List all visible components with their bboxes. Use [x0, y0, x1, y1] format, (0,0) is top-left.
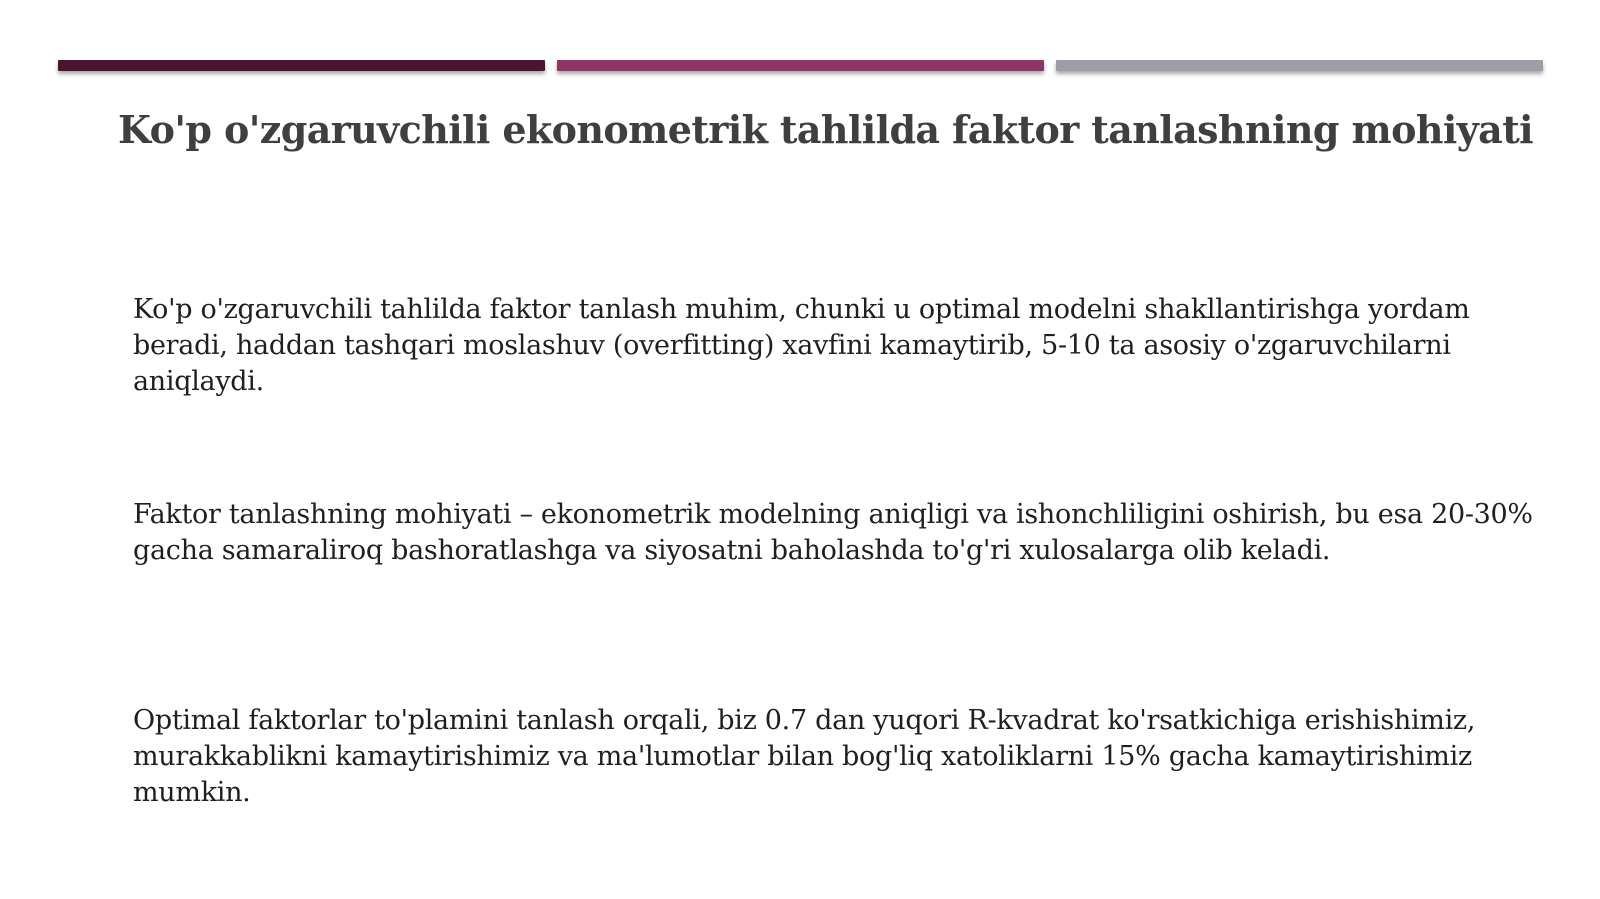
accent-bar-gray: [1056, 60, 1543, 71]
accent-bar-magenta: [557, 60, 1044, 71]
body-paragraph-2: Faktor tanlashning mohiyati – ekonometrik modelning aniqligi va ishonchliligini oshirish, bu esa 20-30% gacha samaraliroq bashoratlashga va siyosatni baholashda to'g'ri xulosalarga olib keladi.: [133, 499, 1533, 566]
body-paragraph-1: Ko'p o'zgaruvchili tahlilda faktor tanlash muhim, chunki u optimal modelni shakllantirishga yordam beradi, haddan tashqari moslashuv (overfitting) xavfini kamaytirib, 5-10 ta asosiy o'zgaruvchilarni aniqlaydi.: [133, 294, 1470, 397]
body-paragraph-3: Optimal faktorlar to'plamini tanlash orqali, biz 0.7 dan yuqori R-kvadrat ko'rsatkichiga erishishimiz, murakkablikni kamaytirishimiz va ma'lumotlar bilan bog'liq xatoliklarni 15% gacha kamaytirishimiz mumkin.: [133, 705, 1476, 808]
slide-title: Ko'p o'zgaruvchili ekonometrik tahlilda faktor tanlashning mohiyati: [118, 107, 1533, 152]
accent-bar-dark: [58, 60, 545, 71]
